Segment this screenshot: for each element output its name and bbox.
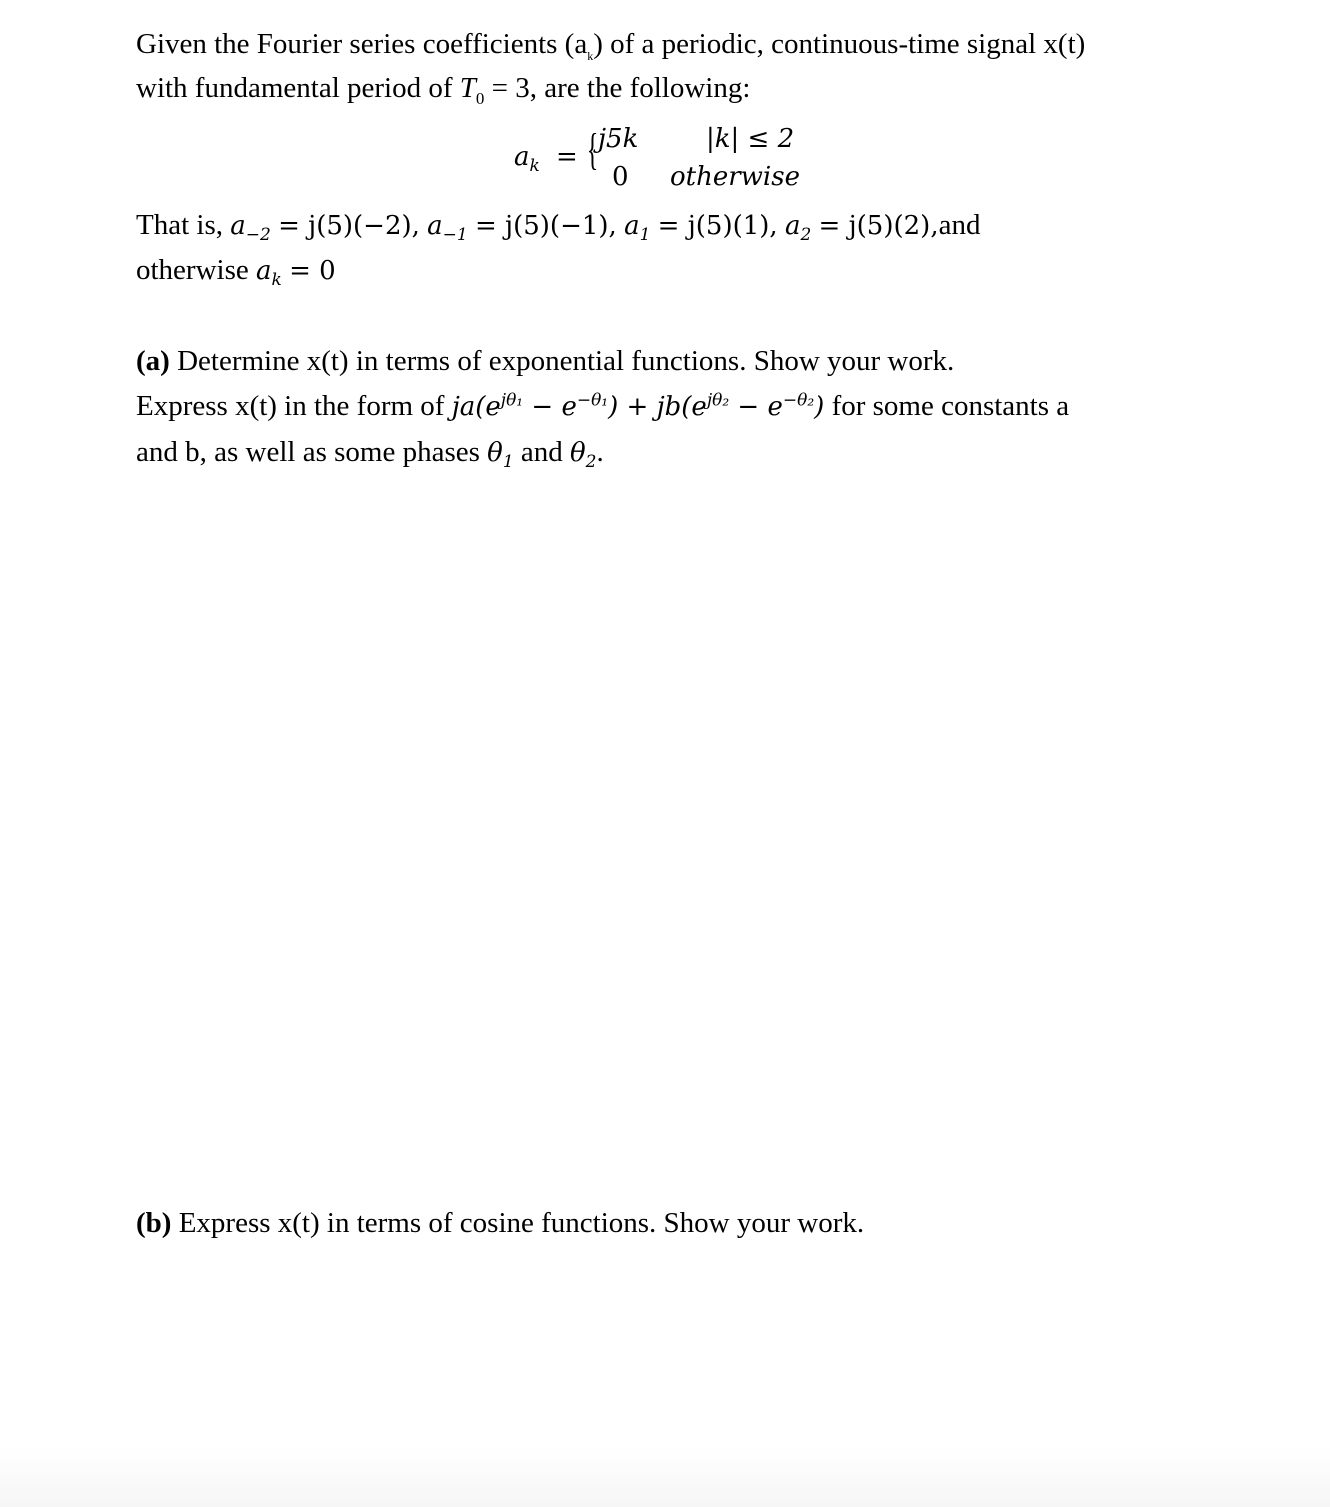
period-symbol: T [459, 72, 476, 104]
coef-a-2: $a_2$ [784, 211, 812, 246]
intro-line-1 [136, 26, 1085, 62]
part-a-line-3: and b, as well as some phases $\theta_1$ and $\theta_2$. [136, 436, 604, 473]
coef-ak: $a_k$ [256, 256, 282, 291]
intro-period-value: = 3, are the following: [491, 72, 751, 104]
theta2-symbol: $\theta_2$ [570, 438, 597, 473]
part-b-prompt: Express x(t) in terms of cosine functions. Show your work. [178, 1207, 865, 1239]
case2-condition: otherwise [670, 162, 800, 192]
coef-a-1: $a_1$ [624, 211, 651, 246]
case1-value: j5k [598, 124, 639, 154]
that-is-line-2: otherwise $a_k = 0$ [136, 254, 336, 291]
case2-value: 0 [612, 162, 629, 192]
page-bottom-shadow [0, 1447, 1330, 1507]
part-a-prompt: Determine x(t) in terms of exponential functions. Show your work. [177, 345, 955, 377]
ak-symbol: $a_k$ [514, 142, 540, 177]
that-is-line-1: That is, $a_{-2} = j(5)(-2)$, $a_{-1} = j(5)(-1)$, $a_1 = j(5)(1)$, $a_2 = j(5)(2),and$ [136, 209, 981, 246]
part-a-line-1 [136, 343, 954, 379]
theta1-symbol: $\theta_1$ [487, 438, 514, 473]
part-a-label: (a) [136, 345, 170, 377]
intro-text: Given the Fourier series coefficients (a [136, 28, 588, 60]
part-a-line-2: Express x(t) in the form of $ja(e^{j\theta_1} - e^{-\theta_1}) + jb(e^{j\theta_2} - e^{-\theta_2})$ for some constants a [136, 390, 1070, 422]
coef-a-minus1: $a_{-1}$ [427, 211, 468, 246]
intro-period-text: with fundamental period of [136, 72, 453, 104]
target-form-formula: $ja(e^{j\theta_1} - e^{-\theta_1}) + jb(e^{j\theta_2} - e^{-\theta_2})$ [451, 390, 825, 422]
intro-line-2 [136, 70, 750, 106]
part-b-line [136, 1205, 864, 1241]
part-b-label: (b) [136, 1207, 172, 1239]
coef-a-minus2: $a_{-2}$ [230, 211, 271, 246]
case1-condition: |k| ≤ 2 [706, 124, 795, 154]
period-subscript: 0 [475, 88, 485, 108]
equals-sign: = [556, 142, 578, 172]
intro-text-2: ) of a periodic, continuous-time signal x(t) [593, 28, 1086, 60]
left-brace: { [586, 125, 599, 174]
intro-subscript: k [587, 48, 594, 63]
